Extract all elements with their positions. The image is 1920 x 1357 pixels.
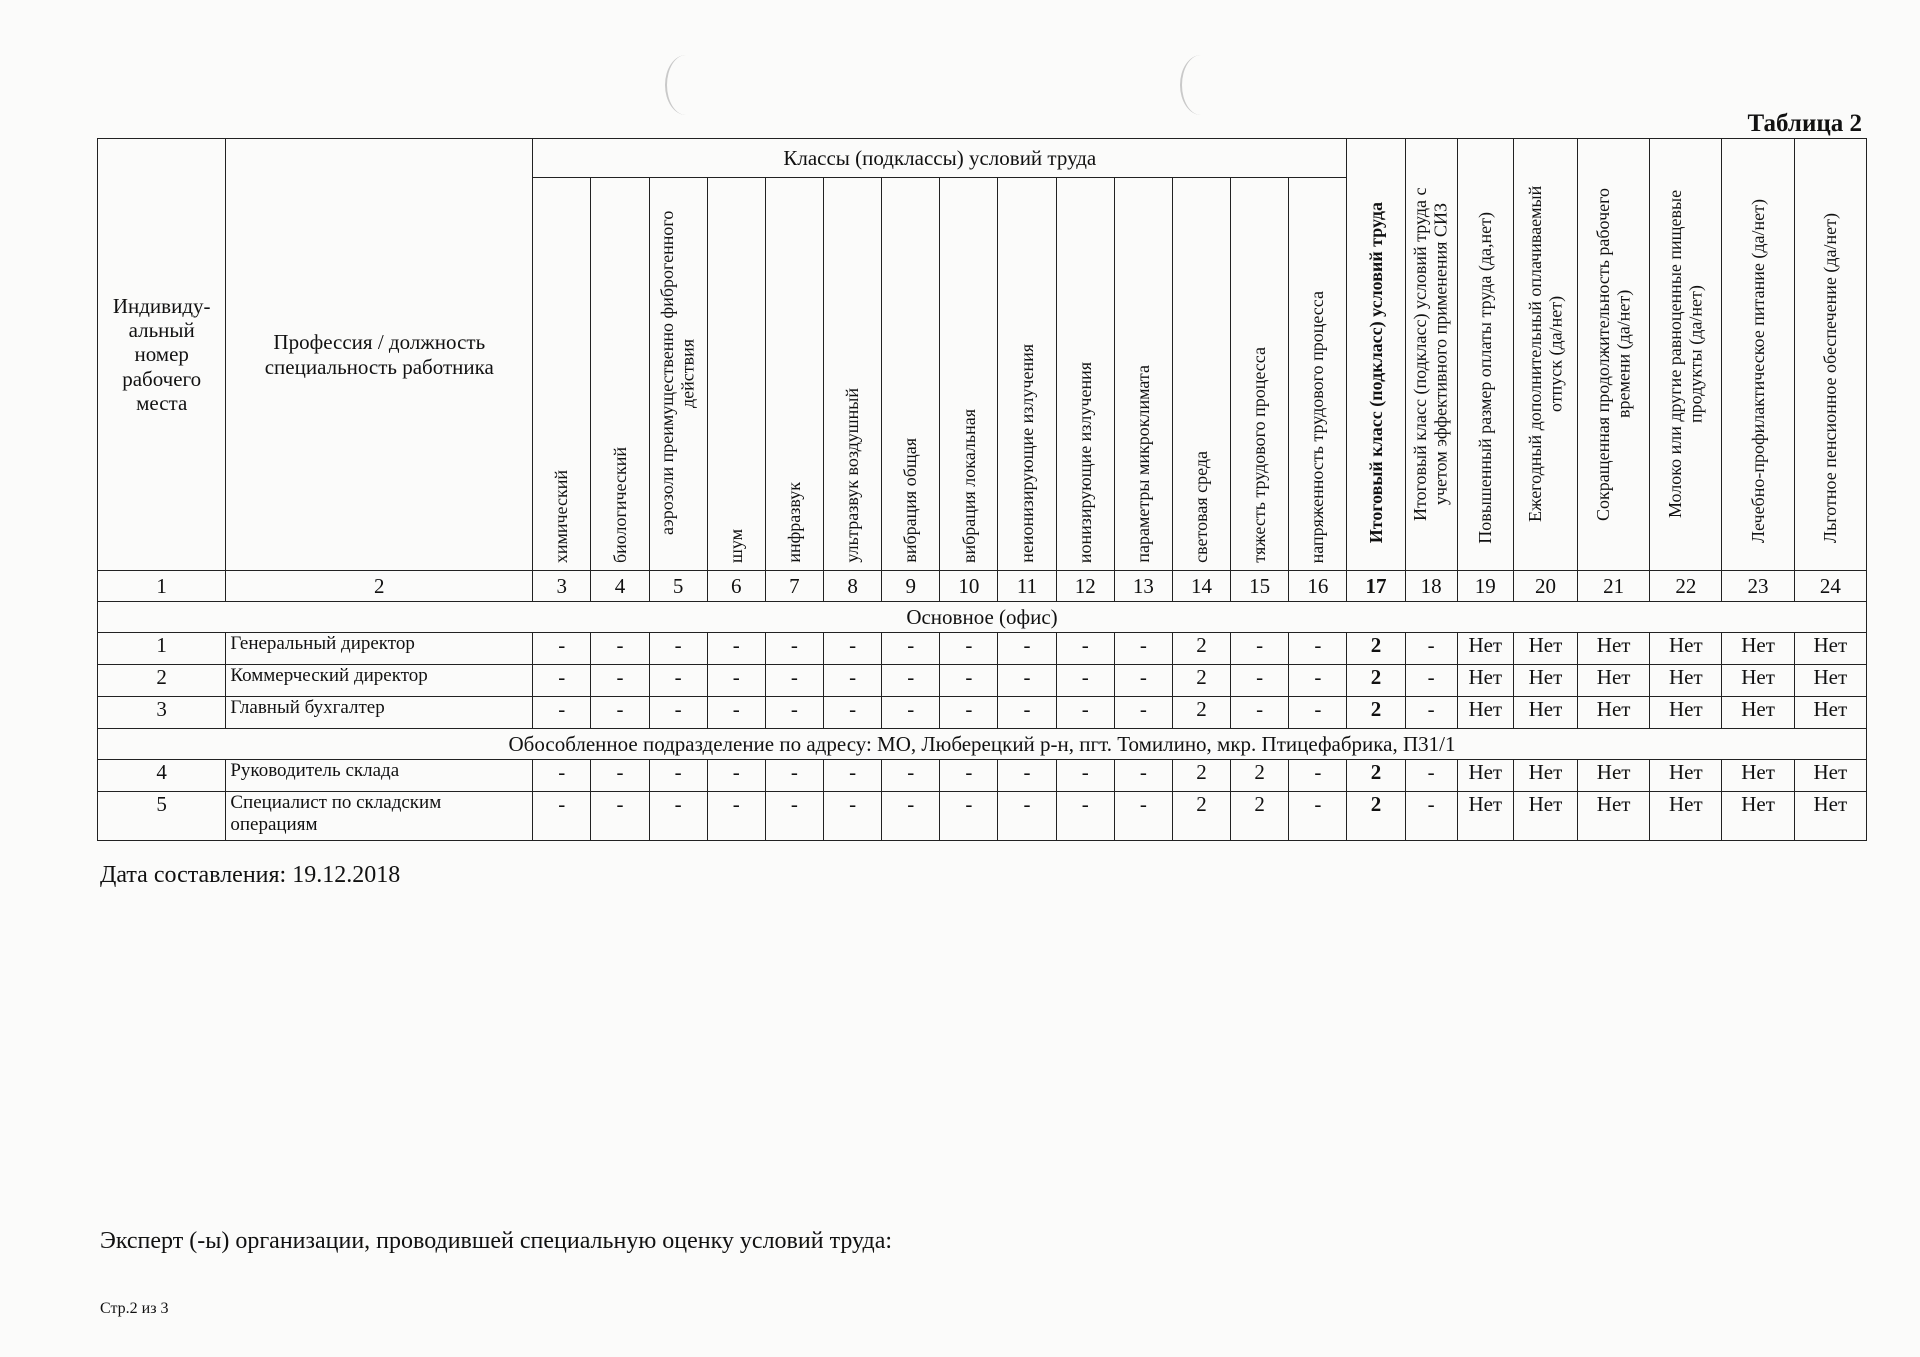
- header-col-16: напряженность трудового процесса: [1289, 178, 1347, 571]
- value-cell-col-14: 2: [1172, 792, 1230, 841]
- value-cell-col-18: -: [1405, 760, 1457, 792]
- value-cell-col-21: Нет: [1578, 697, 1650, 729]
- value-cell-col-8: -: [824, 760, 882, 792]
- value-cell-col-5: -: [649, 633, 707, 665]
- value-cell-col-9: -: [882, 792, 940, 841]
- value-cell-col-13: -: [1114, 792, 1172, 841]
- column-number-12: 12: [1056, 571, 1114, 602]
- value-cell-col-21: Нет: [1578, 633, 1650, 665]
- header-conditions-group: Классы (подклассы) условий труда: [533, 139, 1347, 178]
- value-cell-col-18: -: [1405, 697, 1457, 729]
- value-cell-col-3: -: [533, 697, 591, 729]
- value-cell-col-15: 2: [1231, 760, 1289, 792]
- column-number-2: 2: [226, 571, 533, 602]
- value-cell-col-7: -: [765, 665, 823, 697]
- value-cell-col-7: -: [765, 697, 823, 729]
- value-cell-col-4: -: [591, 633, 649, 665]
- value-cell-col-18: -: [1405, 665, 1457, 697]
- header-col-15: тяжесть трудового процесса: [1231, 178, 1289, 571]
- value-cell-col-6: -: [707, 633, 765, 665]
- value-cell-col-5: -: [649, 792, 707, 841]
- value-cell-col-4: -: [591, 792, 649, 841]
- table-row: [98, 792, 1867, 841]
- value-cell-col-18: -: [1405, 792, 1457, 841]
- value-cell-col-20: Нет: [1513, 665, 1577, 697]
- expert-signature-line: Эксперт (-ы) организации, проводившей специальную оценку условий труда:: [100, 1228, 893, 1254]
- column-number-8: 8: [824, 571, 882, 602]
- value-cell-col-9: -: [882, 697, 940, 729]
- value-cell-col-16: -: [1289, 697, 1347, 729]
- table-row: [98, 665, 1867, 697]
- value-cell-col-10: -: [940, 792, 998, 841]
- value-cell-col-24: Нет: [1794, 633, 1866, 665]
- value-cell-col-18: -: [1405, 633, 1457, 665]
- value-cell-col-7: -: [765, 633, 823, 665]
- value-cell-col-7: -: [765, 792, 823, 841]
- value-cell-col-15: -: [1231, 697, 1289, 729]
- value-cell-col-9: -: [882, 633, 940, 665]
- value-cell-col-21: Нет: [1578, 665, 1650, 697]
- column-number-20: 20: [1513, 571, 1577, 602]
- value-cell-col-7: -: [765, 760, 823, 792]
- value-cell-col-12: -: [1056, 633, 1114, 665]
- header-col-4: биологический: [591, 178, 649, 571]
- header-col-5: аэрозоли преимущественно фиброгенного действия: [649, 178, 707, 571]
- header-col-8: ультразвук воздушный: [824, 178, 882, 571]
- punch-hole-mark-right: [1180, 55, 1222, 115]
- value-cell-col-16: -: [1289, 633, 1347, 665]
- value-cell-col-23: Нет: [1722, 633, 1794, 665]
- date-of-compilation: Дата составления: 19.12.2018: [100, 862, 401, 888]
- value-cell-col-8: -: [824, 792, 882, 841]
- value-cell-col-3: -: [533, 665, 591, 697]
- value-cell-col-17: 2: [1347, 792, 1405, 841]
- column-number-10: 10: [940, 571, 998, 602]
- header-col-9: вибрация общая: [882, 178, 940, 571]
- column-number-18: 18: [1405, 571, 1457, 602]
- column-number-21: 21: [1578, 571, 1650, 602]
- value-cell-col-17: 2: [1347, 697, 1405, 729]
- value-cell-col-24: Нет: [1794, 665, 1866, 697]
- header-col-22: Молоко или другие равноценные пищевые продукты (да/нет): [1650, 139, 1722, 571]
- header-col-6: шум: [707, 178, 765, 571]
- header-col-11: неионизирующие излучения: [998, 178, 1056, 571]
- header-col-18: Итоговый класс (подкласс) условий труда с учетом эффективного применения СИЗ: [1405, 139, 1457, 571]
- profession-cell: Коммерческий директор: [226, 665, 533, 697]
- value-cell-col-6: -: [707, 665, 765, 697]
- column-number-1: 1: [98, 571, 226, 602]
- header-col-12: ионизирующие излучения: [1056, 178, 1114, 571]
- value-cell-col-11: -: [998, 760, 1056, 792]
- column-number-15: 15: [1231, 571, 1289, 602]
- value-cell-col-23: Нет: [1722, 760, 1794, 792]
- value-cell-col-23: Нет: [1722, 697, 1794, 729]
- column-number-3: 3: [533, 571, 591, 602]
- value-cell-col-14: 2: [1172, 633, 1230, 665]
- column-number-7: 7: [765, 571, 823, 602]
- value-cell-col-11: -: [998, 792, 1056, 841]
- value-cell-col-17: 2: [1347, 665, 1405, 697]
- value-cell-col-22: Нет: [1650, 697, 1722, 729]
- value-cell-col-10: -: [940, 633, 998, 665]
- value-cell-col-15: -: [1231, 633, 1289, 665]
- column-number-14: 14: [1172, 571, 1230, 602]
- column-number-6: 6: [707, 571, 765, 602]
- value-cell-col-20: Нет: [1513, 792, 1577, 841]
- profession-cell: Руководитель склада: [226, 760, 533, 792]
- value-cell-col-14: 2: [1172, 760, 1230, 792]
- column-number-23: 23: [1722, 571, 1794, 602]
- column-number-22: 22: [1650, 571, 1722, 602]
- labor-conditions-table: [97, 138, 1867, 841]
- value-cell-col-9: -: [882, 665, 940, 697]
- column-number-24: 24: [1794, 571, 1866, 602]
- profession-cell: Главный бухгалтер: [226, 697, 533, 729]
- column-number-17: 17: [1347, 571, 1405, 602]
- value-cell-col-20: Нет: [1513, 633, 1577, 665]
- value-cell-col-13: -: [1114, 633, 1172, 665]
- value-cell-col-8: -: [824, 665, 882, 697]
- value-cell-col-21: Нет: [1578, 760, 1650, 792]
- value-cell-col-13: -: [1114, 665, 1172, 697]
- value-cell-col-24: Нет: [1794, 760, 1866, 792]
- value-cell-col-11: -: [998, 665, 1056, 697]
- header-col-10: вибрация локальная: [940, 178, 998, 571]
- workplace-id-cell: 2: [98, 665, 226, 697]
- value-cell-col-8: -: [824, 633, 882, 665]
- column-number-5: 5: [649, 571, 707, 602]
- page-number: Стр.2 из 3: [100, 1300, 169, 1317]
- column-number-row: [98, 571, 1867, 602]
- header-col-7: инфразвук: [765, 178, 823, 571]
- value-cell-col-12: -: [1056, 697, 1114, 729]
- value-cell-col-24: Нет: [1794, 697, 1866, 729]
- value-cell-col-14: 2: [1172, 697, 1230, 729]
- value-cell-col-16: -: [1289, 665, 1347, 697]
- workplace-id-cell: 1: [98, 633, 226, 665]
- value-cell-col-21: Нет: [1578, 792, 1650, 841]
- value-cell-col-22: Нет: [1650, 665, 1722, 697]
- header-col-13: параметры микроклимата: [1114, 178, 1172, 571]
- table-body: [98, 602, 1867, 841]
- value-cell-col-5: -: [649, 697, 707, 729]
- value-cell-col-12: -: [1056, 665, 1114, 697]
- workplace-id-cell: 3: [98, 697, 226, 729]
- value-cell-col-15: -: [1231, 665, 1289, 697]
- value-cell-col-5: -: [649, 665, 707, 697]
- header-col-17: Итоговый класс (подкласс) условий труда: [1347, 139, 1405, 571]
- value-cell-col-22: Нет: [1650, 792, 1722, 841]
- value-cell-col-10: -: [940, 697, 998, 729]
- value-cell-col-20: Нет: [1513, 697, 1577, 729]
- section-row: [98, 602, 1867, 633]
- value-cell-col-4: -: [591, 665, 649, 697]
- profession-cell: Специалист по складским операциям: [226, 792, 533, 841]
- section-row: [98, 729, 1867, 760]
- profession-cell: Генеральный директор: [226, 633, 533, 665]
- workplace-id-cell: 5: [98, 792, 226, 841]
- header-col-3: химический: [533, 178, 591, 571]
- workplace-id-cell: 4: [98, 760, 226, 792]
- value-cell-col-4: -: [591, 760, 649, 792]
- section-title: Обособленное подразделение по адресу: МО, Люберецкий р-н, пгт. Томилино, мкр. Птицефабрика, П31/1: [98, 729, 1867, 760]
- value-cell-col-15: 2: [1231, 792, 1289, 841]
- value-cell-col-19: Нет: [1457, 697, 1513, 729]
- value-cell-col-14: 2: [1172, 665, 1230, 697]
- column-number-11: 11: [998, 571, 1056, 602]
- value-cell-col-13: -: [1114, 760, 1172, 792]
- table-header: [98, 139, 1867, 602]
- value-cell-col-24: Нет: [1794, 792, 1866, 841]
- column-number-19: 19: [1457, 571, 1513, 602]
- value-cell-col-3: -: [533, 792, 591, 841]
- value-cell-col-6: -: [707, 760, 765, 792]
- value-cell-col-3: -: [533, 633, 591, 665]
- value-cell-col-10: -: [940, 760, 998, 792]
- value-cell-col-3: -: [533, 760, 591, 792]
- value-cell-col-22: Нет: [1650, 633, 1722, 665]
- section-title: Основное (офис): [98, 602, 1867, 633]
- column-number-9: 9: [882, 571, 940, 602]
- value-cell-col-22: Нет: [1650, 760, 1722, 792]
- header-col-21: Сокращенная продолжительность рабочего времени (да/нет): [1578, 139, 1650, 571]
- value-cell-col-19: Нет: [1457, 665, 1513, 697]
- table-caption: Таблица 2: [1747, 110, 1862, 137]
- value-cell-col-20: Нет: [1513, 760, 1577, 792]
- column-number-16: 16: [1289, 571, 1347, 602]
- value-cell-col-12: -: [1056, 792, 1114, 841]
- value-cell-col-6: -: [707, 792, 765, 841]
- value-cell-col-11: -: [998, 697, 1056, 729]
- value-cell-col-17: 2: [1347, 633, 1405, 665]
- header-col-19: Повышенный размер оплаты труда (да,нет): [1457, 139, 1513, 571]
- table-row: [98, 633, 1867, 665]
- value-cell-col-8: -: [824, 697, 882, 729]
- value-cell-col-13: -: [1114, 697, 1172, 729]
- value-cell-col-6: -: [707, 697, 765, 729]
- header-col-20: Ежегодный дополнительный оплачиваемый отпуск (да/нет): [1513, 139, 1577, 571]
- header-workplace-id: Индивиду-альный номер рабочего места: [98, 139, 226, 571]
- value-cell-col-10: -: [940, 665, 998, 697]
- value-cell-col-9: -: [882, 760, 940, 792]
- value-cell-col-11: -: [998, 633, 1056, 665]
- value-cell-col-17: 2: [1347, 760, 1405, 792]
- table-row: [98, 697, 1867, 729]
- header-col-24: Льготное пенсионное обеспечение (да/нет): [1794, 139, 1866, 571]
- value-cell-col-16: -: [1289, 792, 1347, 841]
- value-cell-col-12: -: [1056, 760, 1114, 792]
- value-cell-col-19: Нет: [1457, 792, 1513, 841]
- table-row: [98, 760, 1867, 792]
- column-number-13: 13: [1114, 571, 1172, 602]
- column-number-4: 4: [591, 571, 649, 602]
- value-cell-col-23: Нет: [1722, 792, 1794, 841]
- value-cell-col-19: Нет: [1457, 760, 1513, 792]
- header-col-23: Лечебно-профилактическое питание (да/нет): [1722, 139, 1794, 571]
- value-cell-col-19: Нет: [1457, 633, 1513, 665]
- header-profession: Профессия / должность специальность работника: [226, 139, 533, 571]
- value-cell-col-5: -: [649, 760, 707, 792]
- value-cell-col-4: -: [591, 697, 649, 729]
- punch-hole-mark-left: [665, 55, 707, 115]
- value-cell-col-23: Нет: [1722, 665, 1794, 697]
- value-cell-col-16: -: [1289, 760, 1347, 792]
- header-col-14: световая среда: [1172, 178, 1230, 571]
